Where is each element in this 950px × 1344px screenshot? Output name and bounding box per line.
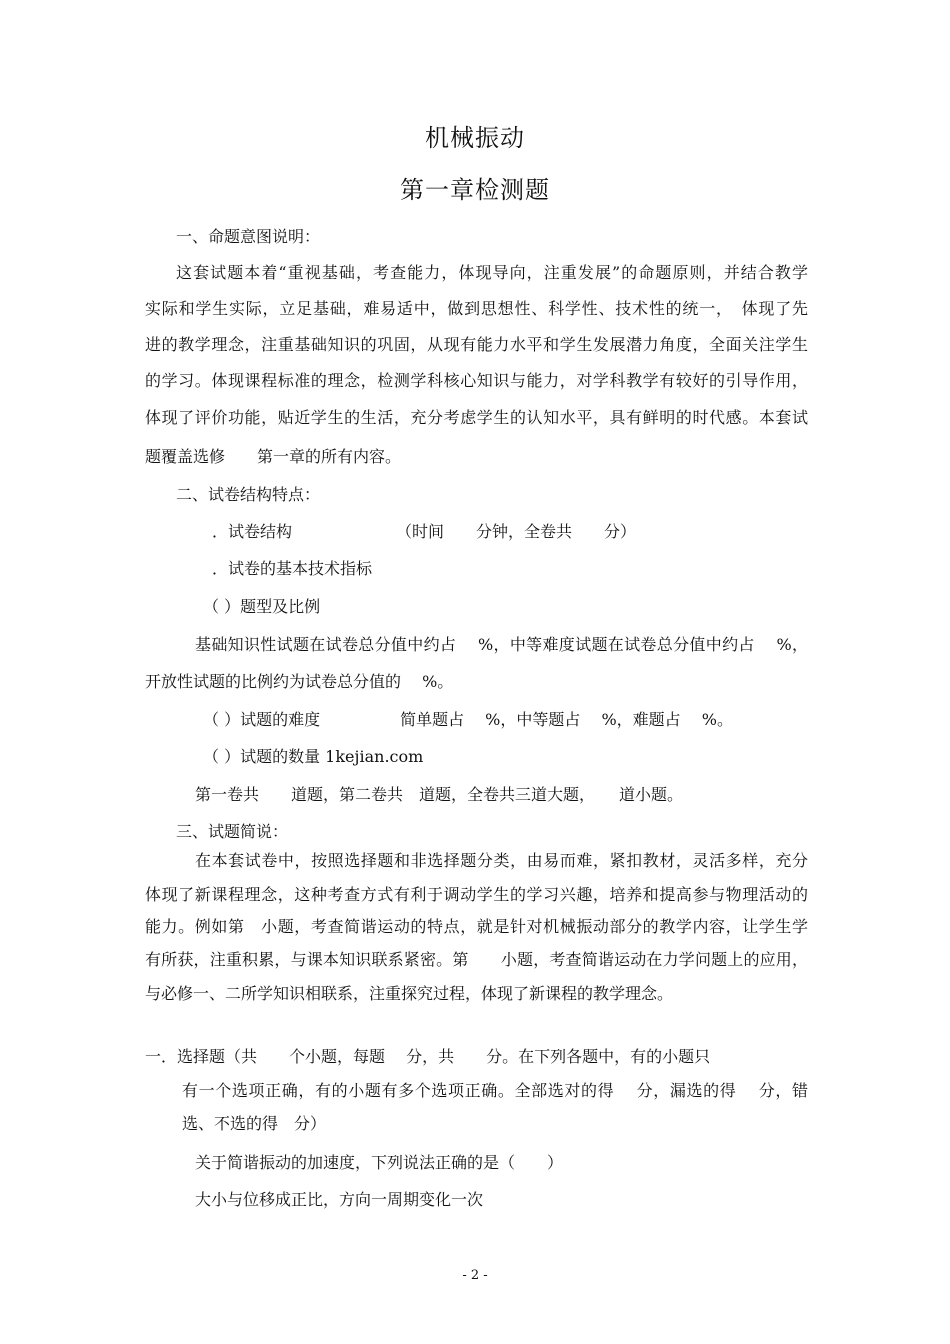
section1-line: 体现了评价功能，贴近学生的生活，充分考虑学生的认知水平，具有鲜明的时代感。本套试 bbox=[145, 408, 808, 427]
question-type-ratio: （ ）题型及比例 bbox=[203, 597, 321, 616]
section3-line: 有所获，注重积累，与课本知识联系紧密。第 小题，考查简谐运动在力学问题上的应用， bbox=[145, 950, 808, 969]
document-subtitle: 第一章检测题 bbox=[400, 176, 550, 204]
section1-line: 这套试题本着“重视基础，考查能力，体现导向，注重发展”的命题原则，并结合教学 bbox=[176, 263, 808, 282]
paper-structure-item: ．试卷结构 （时间 分钟，全卷共 分） bbox=[212, 522, 637, 541]
section1-line: 进的教学理念，注重基础知识的巩固，从现有能力水平和学生发展潜力角度，全面关注学生 bbox=[145, 335, 808, 354]
multiple-choice-heading: 一．选择题（共 个小题，每题 分，共 分。在下列各题中，有的小题只 bbox=[145, 1047, 711, 1066]
page-number: - 2 - bbox=[462, 1268, 488, 1283]
section3-heading: 三、试题简说： bbox=[176, 822, 289, 841]
section1-line: 题覆盖选修 第一章的所有内容。 bbox=[145, 447, 402, 466]
section3-line: 在本套试卷中，按照选择题和非选择题分类，由易而难，紧扣教材，灵活多样，充分 bbox=[195, 851, 808, 870]
section3-line: 能力。例如第 小题，考查简谐运动的特点，就是针对机械振动部分的教学内容，让学生学 bbox=[145, 917, 808, 936]
difficulty-line: （ ）试题的难度 简单题占 %，中等题占 %，难题占 %。 bbox=[203, 710, 733, 729]
section2-heading: 二、试卷结构特点： bbox=[176, 485, 321, 504]
ratio-line: 开放性试题的比例约为试卷总分值的 %。 bbox=[145, 672, 454, 691]
section1-line: 实际和学生实际，立足基础，难易适中，做到思想性、科学性、技术性的统一， 体现了先 bbox=[145, 299, 808, 318]
question-1-option: 大小与位移成正比，方向一周期变化一次 bbox=[195, 1190, 484, 1209]
technical-index-item: ．试卷的基本技术指标 bbox=[212, 559, 373, 578]
instruction-line: 有一个选项正确，有的小题有多个选项正确。全部选对的得 分，漏选的得 分，错 bbox=[182, 1081, 808, 1100]
ratio-line: 基础知识性试题在试卷总分值中约占 %，中等难度试题在试卷总分值中约占 %， bbox=[195, 635, 808, 654]
instruction-line: 选、不选的得 分） bbox=[182, 1114, 327, 1133]
section3-line: 体现了新课程理念，这种考查方式有利于调动学生的学习兴趣，培养和提高参与物理活动的 bbox=[145, 885, 808, 904]
document-title: 机械振动 bbox=[425, 124, 525, 152]
question-count-line: 第一卷共 道题，第二卷共 道题，全卷共三道大题， 道小题。 bbox=[195, 785, 684, 804]
section1-line: 的学习。体现课程标准的理念，检测学科核心知识与能力，对学科教学有较好的引导作用， bbox=[145, 371, 808, 390]
section3-line: 与必修一、二所学知识相联系，注重探究过程，体现了新课程的教学理念。 bbox=[145, 984, 674, 1003]
question-count-heading: （ ）试题的数量 1kejian.com bbox=[203, 747, 424, 766]
section1-heading: 一、命题意图说明： bbox=[176, 227, 321, 246]
question-1: 关于简谐振动的加速度，下列说法正确的是（ ） bbox=[195, 1153, 564, 1172]
